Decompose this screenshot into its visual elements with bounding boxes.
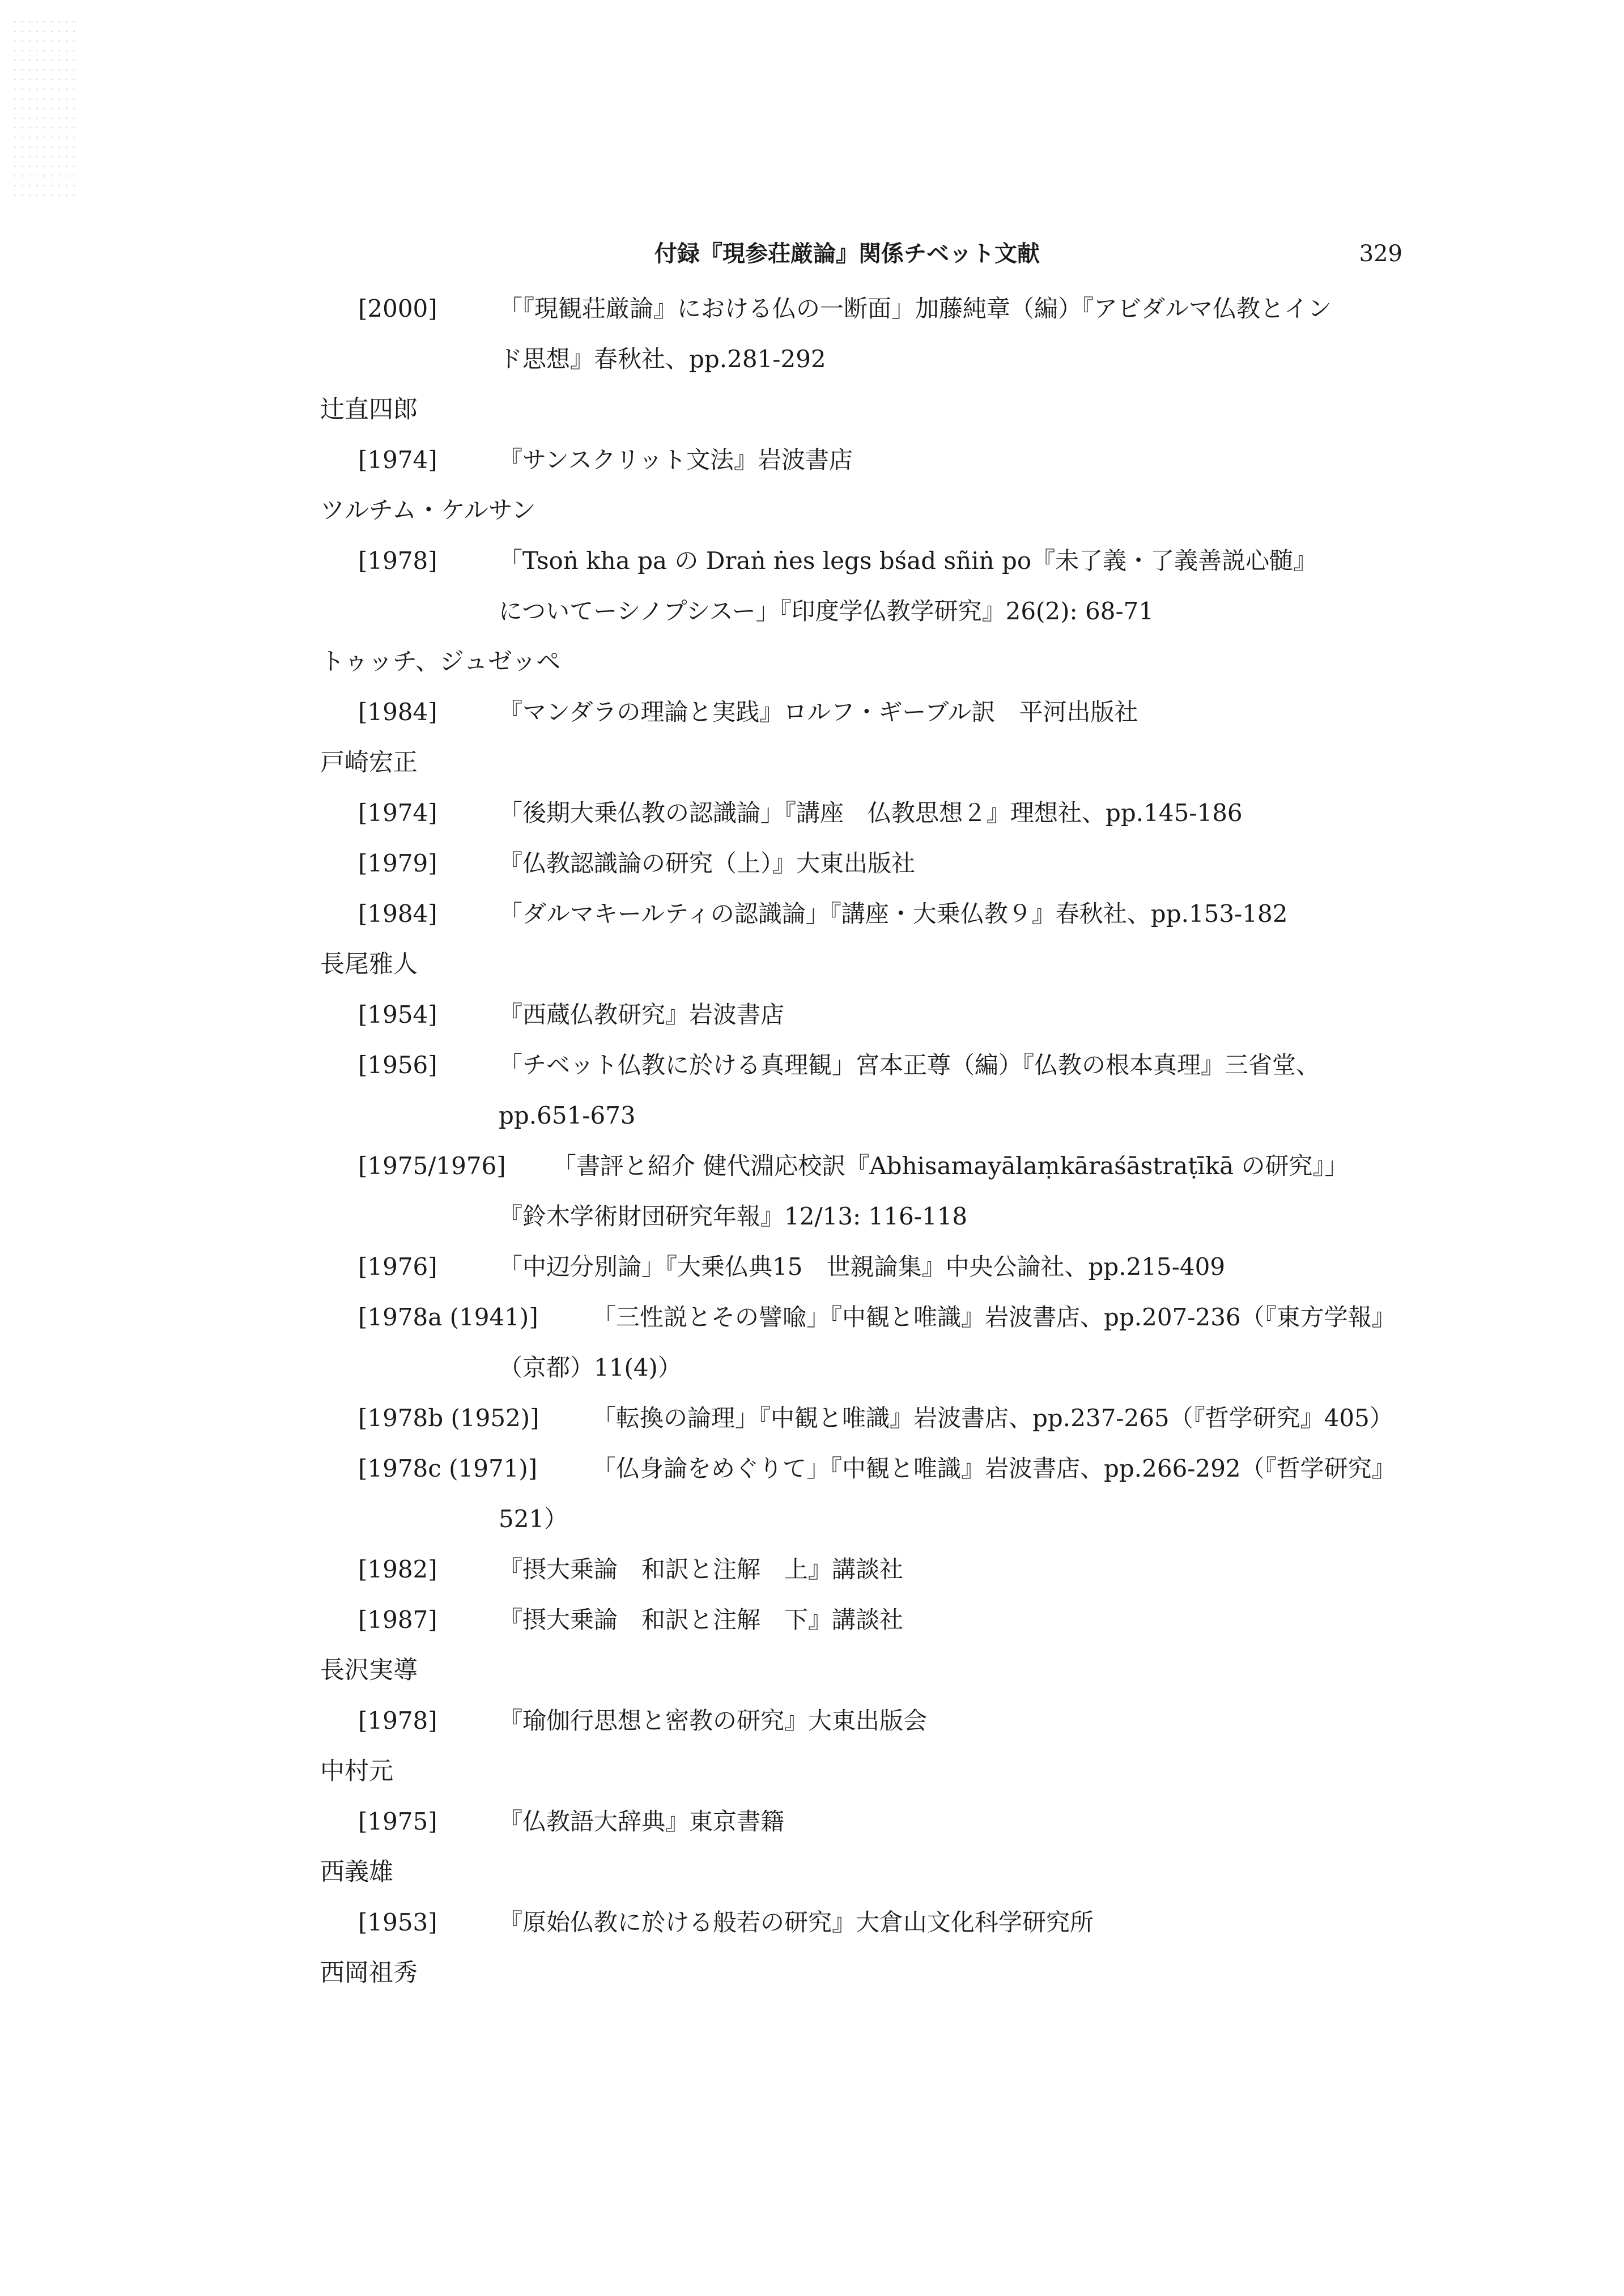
author-name: 長尾雅人 [320, 950, 418, 979]
bibliography-entry [0, 1704, 1624, 1754]
header-title: 付録『現参荘厳論』関係チベット文献 [654, 240, 1040, 267]
author-name: 中村元 [320, 1757, 393, 1785]
entry-text: 「三性説とその譬喩」『中観と唯識』岩波書店、pp.207-236（『東方学報』 [592, 1303, 1396, 1331]
author-name: 西岡祖秀 [320, 1959, 418, 1987]
entry-text-continued: 『鈴木学術財団研究年報』12/13: 116-118 [499, 1202, 968, 1230]
bibliography-entry [0, 1149, 1624, 1250]
entry-year: [1979] [358, 849, 437, 877]
entry-text: 「チベット仏教に於ける真理観」宮本正尊（編）『仏教の根本真理』三省堂、 [499, 1051, 1320, 1079]
author-name: 辻直四郎 [320, 396, 418, 424]
entry-text: 「仏身論をめぐりて」『中観と唯識』岩波書店、pp.266-292（『哲学研究』 [592, 1455, 1396, 1482]
entry-text: 「後期大乗仏教の認識論」『講座 仏教思想２』理想社、pp.145-186 [499, 799, 1243, 827]
entry-text: 『仏教認識論の研究（上）』大東出版社 [499, 849, 916, 877]
entry-year: [1976] [358, 1253, 437, 1281]
entry-text: 「転換の論理」『中観と唯識』岩波書店、pp.237-265（『哲学研究』405） [592, 1404, 1393, 1432]
bibliography-entry [0, 1300, 1624, 1401]
running-header [654, 237, 1402, 271]
entry-text: 「中辺分別論」『大乗仏典15 世親論集』中央公論社、pp.215-409 [499, 1253, 1226, 1281]
bibliography-entry [0, 897, 1624, 947]
entry-text: 『仏教語大辞典』東京書籍 [499, 1808, 785, 1835]
bibliography-entry [0, 1906, 1624, 1956]
bibliography-entry [0, 1805, 1624, 1855]
entry-text: 『摂大乗論 和訳と注解 下』講談社 [499, 1606, 904, 1634]
entry-year: [1954] [358, 1001, 437, 1028]
bibliography-entry [0, 1048, 1624, 1149]
entry-text-continued: （京都）11(4)） [499, 1354, 682, 1381]
scan-speckle [11, 17, 79, 198]
entry-year: [2000] [358, 295, 437, 322]
author-name: 西義雄 [320, 1858, 393, 1886]
entry-text-continued: 521） [499, 1505, 568, 1533]
entry-text-continued: ド思想』春秋社、pp.281-292 [499, 345, 826, 373]
entry-text: 「Tsoṅ kha pa の Draṅ ṅes legs bśad sñiṅ po『未了義・了義善説心髄』 [499, 547, 1317, 575]
entry-text: 「書評と紹介 健代淵応校訳『Abhisamayālaṃkāraśāstraṭīkā の研究』」 [552, 1152, 1349, 1180]
entry-year: [1978b (1952)] [358, 1404, 539, 1432]
bibliography-entry [0, 443, 1624, 494]
entry-year: [1987] [358, 1606, 437, 1634]
bibliography-entry [0, 695, 1624, 746]
bibliography-entry [0, 847, 1624, 897]
entry-text: 『摂大乗論 和訳と注解 上』講談社 [499, 1555, 904, 1583]
entry-year: [1974] [358, 799, 437, 827]
bibliography-entry [0, 292, 1624, 393]
author-name: 戸崎宏正 [320, 749, 418, 777]
bibliography-entry [0, 1250, 1624, 1300]
page-number: 329 [1359, 241, 1402, 267]
entry-year: [1975] [358, 1808, 437, 1835]
entry-text: 『原始仏教に於ける般若の研究』大倉山文化科学研究所 [499, 1908, 1094, 1936]
entry-text: 「『現観荘厳論』における仏の一断面」加藤純章（編）『アビダルマ仏教とイン [499, 295, 1332, 322]
author-name: トゥッチ、ジュゼッペ [320, 648, 561, 676]
bibliography-entry [0, 1603, 1624, 1653]
bibliography-entry [0, 796, 1624, 847]
bibliography-entry [0, 1401, 1624, 1452]
entry-year: [1982] [358, 1555, 437, 1583]
entry-text-continued: pp.651-673 [499, 1102, 636, 1129]
bibliography-entry [0, 1553, 1624, 1603]
author-name: 長沢実導 [320, 1656, 418, 1685]
entry-text: 「ダルマキールティの認識論」『講座・大乗仏教９』春秋社、pp.153-182 [499, 900, 1288, 928]
bibliography-entry [0, 1452, 1624, 1553]
entry-year: [1978] [358, 1707, 437, 1734]
entry-year: [1978a (1941)] [358, 1303, 538, 1331]
entry-year: [1978] [358, 547, 437, 575]
entry-text: 『西蔵仏教研究』岩波書店 [499, 1001, 785, 1028]
entry-year: [1984] [358, 698, 437, 726]
entry-year: [1975/1976] [358, 1152, 506, 1180]
entry-text: 『サンスクリット文法』岩波書店 [499, 446, 853, 474]
entry-text-continued: についてーシノプシスー」『印度学仏教学研究』26(2): 68-71 [499, 597, 1154, 625]
entry-text: 『マンダラの理論と実践』ロルフ・ギーブル訳 平河出版社 [499, 698, 1138, 726]
bibliography-entry [0, 998, 1624, 1048]
entry-year: [1974] [358, 446, 437, 474]
entry-text: 『瑜伽行思想と密教の研究』大東出版会 [499, 1707, 928, 1734]
entry-year: [1956] [358, 1051, 437, 1079]
entry-year: [1978c (1971)] [358, 1455, 538, 1482]
entry-year: [1953] [358, 1908, 437, 1936]
entry-year: [1984] [358, 900, 437, 928]
author-name: ツルチム・ケルサン [320, 496, 536, 525]
bibliography-entry [0, 544, 1624, 645]
